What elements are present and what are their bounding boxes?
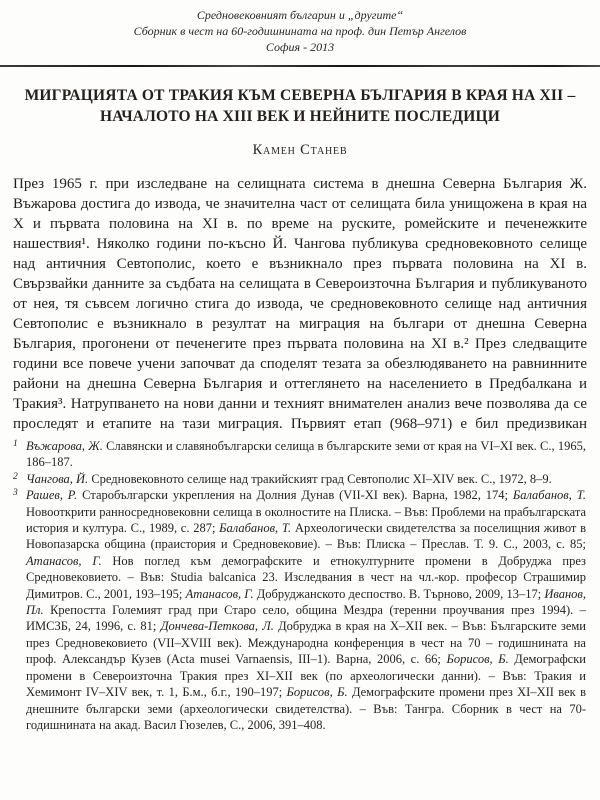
volume-header [0,0,600,55]
article-title: МИГРАЦИЯТА ОТ ТРАКИЯ КЪМ СЕВЕРНА БЪЛГАРИЯ В КРАЯ НА XII – НАЧАЛОТО НА XIII ВЕК И НЕЙНИТЕ ПОСЛЕДИЦИ [24,87,576,125]
footnote-author-name: Балабанов, Т. [219,521,292,536]
footnote [13,487,586,733]
footnote-author-name: Чангова, Й. [26,471,89,486]
footnotes-section [13,438,586,733]
footnote-text: Славянски и славянобългарски селища в българските земи от края на VI–XI век. С., 1965, 186–187. [26,439,586,470]
footnote-number: 2 [13,471,18,482]
footnote-author-name: Рашев, Р. [26,488,78,503]
footnote-author-name: Атанасов, Г. [26,553,102,568]
article-body-paragraph: През 1965 г. при изследване на селищната система в днешна Северна България Ж. Въжарова достига до извода, че значителна част от селищата била унищожена в края на X и първата половина на XI в. по време на руските, ромейските и печенежките нашествия¹. Няколко години по-късно Й. Чангова публикува средновековното селище над античния Севтополис, което е възникнало през първата половина на XI в. Свързвайки данните за съдбата на селищата в Североизточна България и публикуваното от нея, тя съвсем логично стига до извода, че средновековното селище над античния Севтополис е възникнало в резултат на миграция на българи от днешна Северна България, прогонени от печенегите през първата половина на XI в.² През следващите години все повече учени започват да споделят тезата за обезлюдяването на равнинните райони на днешна Северна България и оттеглянето на населението в Предбалкана и Тракия³. Натрупването на нови данни и техният внимателен анализ вече позволява да се проследят и етапите на тази миграция. Първият етап (968–971) е бил предизвикан [13,176,587,432]
footnote-text: Новооткрити ранносредновековни селища в околностите на Плиска. – Във: Проблеми на прабългарската история и култура. С., 1989, с. 287; [26,504,586,536]
article-author: Камен Станев [252,142,348,158]
volume-title: Средновековният българин и „другите“ [196,8,404,22]
footnote [13,438,586,471]
footnote-author-name: Иванов, Пл. [26,586,586,618]
footnote-text: Добруджанското деспоство. В. Търново, 2009, 13–17; [253,586,545,601]
footnote-author-name: Дончева-Петкова, Л. [160,619,274,634]
footnote-author-name: Въжарова, Ж. [26,439,103,453]
footnote-author-name: Атанасов, Г. [185,586,254,601]
footnote-author-name: Борисов, Б. [286,685,348,700]
footnote-text: Нов поглед към демографските и етнокултурните промени в Добруджа през Средновековието. – Във: Studia balcanica 23. Изследвания в чест на чл.-кор. професор Страшимир Димитров. С., 2001, 193–195; [26,553,586,601]
footnote-number: 3 [13,488,18,499]
volume-place-year: София - 2013 [265,40,335,54]
footnote-author-name: Балабанов, Т. [512,488,586,503]
footnote-number: 1 [13,439,18,449]
footnote-author-name: Борисов, Б. [446,652,509,667]
footnote-text: Средновековното селище над тракийският град Севтополис XI–XIV век. С., 1972, 8–9. [88,471,552,486]
volume-subtitle: Сборник в чест на 60-годишнината на проф. дин Петър Ангелов [133,24,467,38]
footnote-text: Старобългарски укрепления на Долния Дунав (VII-XI век). Варна, 1982, 174; [77,488,513,503]
footnote-text: Археологически свидетелства за поселищния живот в Новопазарска община (праистория и Средновековие). – Във: Плиска – Преслав. Т. 9. С., 2003, с. 85; [26,521,586,552]
footnote-text: Демографските промени през XI–XII век в днешните български земи (археологически свидетелства). – Във: Тангра. Сборник в чест на 70-годишнината на акад. Васил Гюзелев, С., 2006, 391–408. [26,685,586,732]
footnote-text: Добруджа в края на X–XII век. – Във: Българските земи през Средновековието (VII–XVIII век). Международна конференция в чест на 70 – годишнината на проф. Александър Кузев (Acta musei Varnaensis, III–1). Варна, 2006, с. 66; [26,619,586,667]
footnote-text: Демографски промени в Североизточна Тракия през XI–XII век (по археологически данни). – Във: Тракия и Хемимонт IV–XIV век, т. 1, Б.м., б.г., 190–197; [26,652,586,700]
header-divider [0,65,600,67]
footnote [13,471,586,487]
footnote-text: Крепостта Големият град при Старо село, община Мездра (теренни проучвания през 1994). – ИМСЗБ, 24, 1996, с. 81; [26,603,586,634]
